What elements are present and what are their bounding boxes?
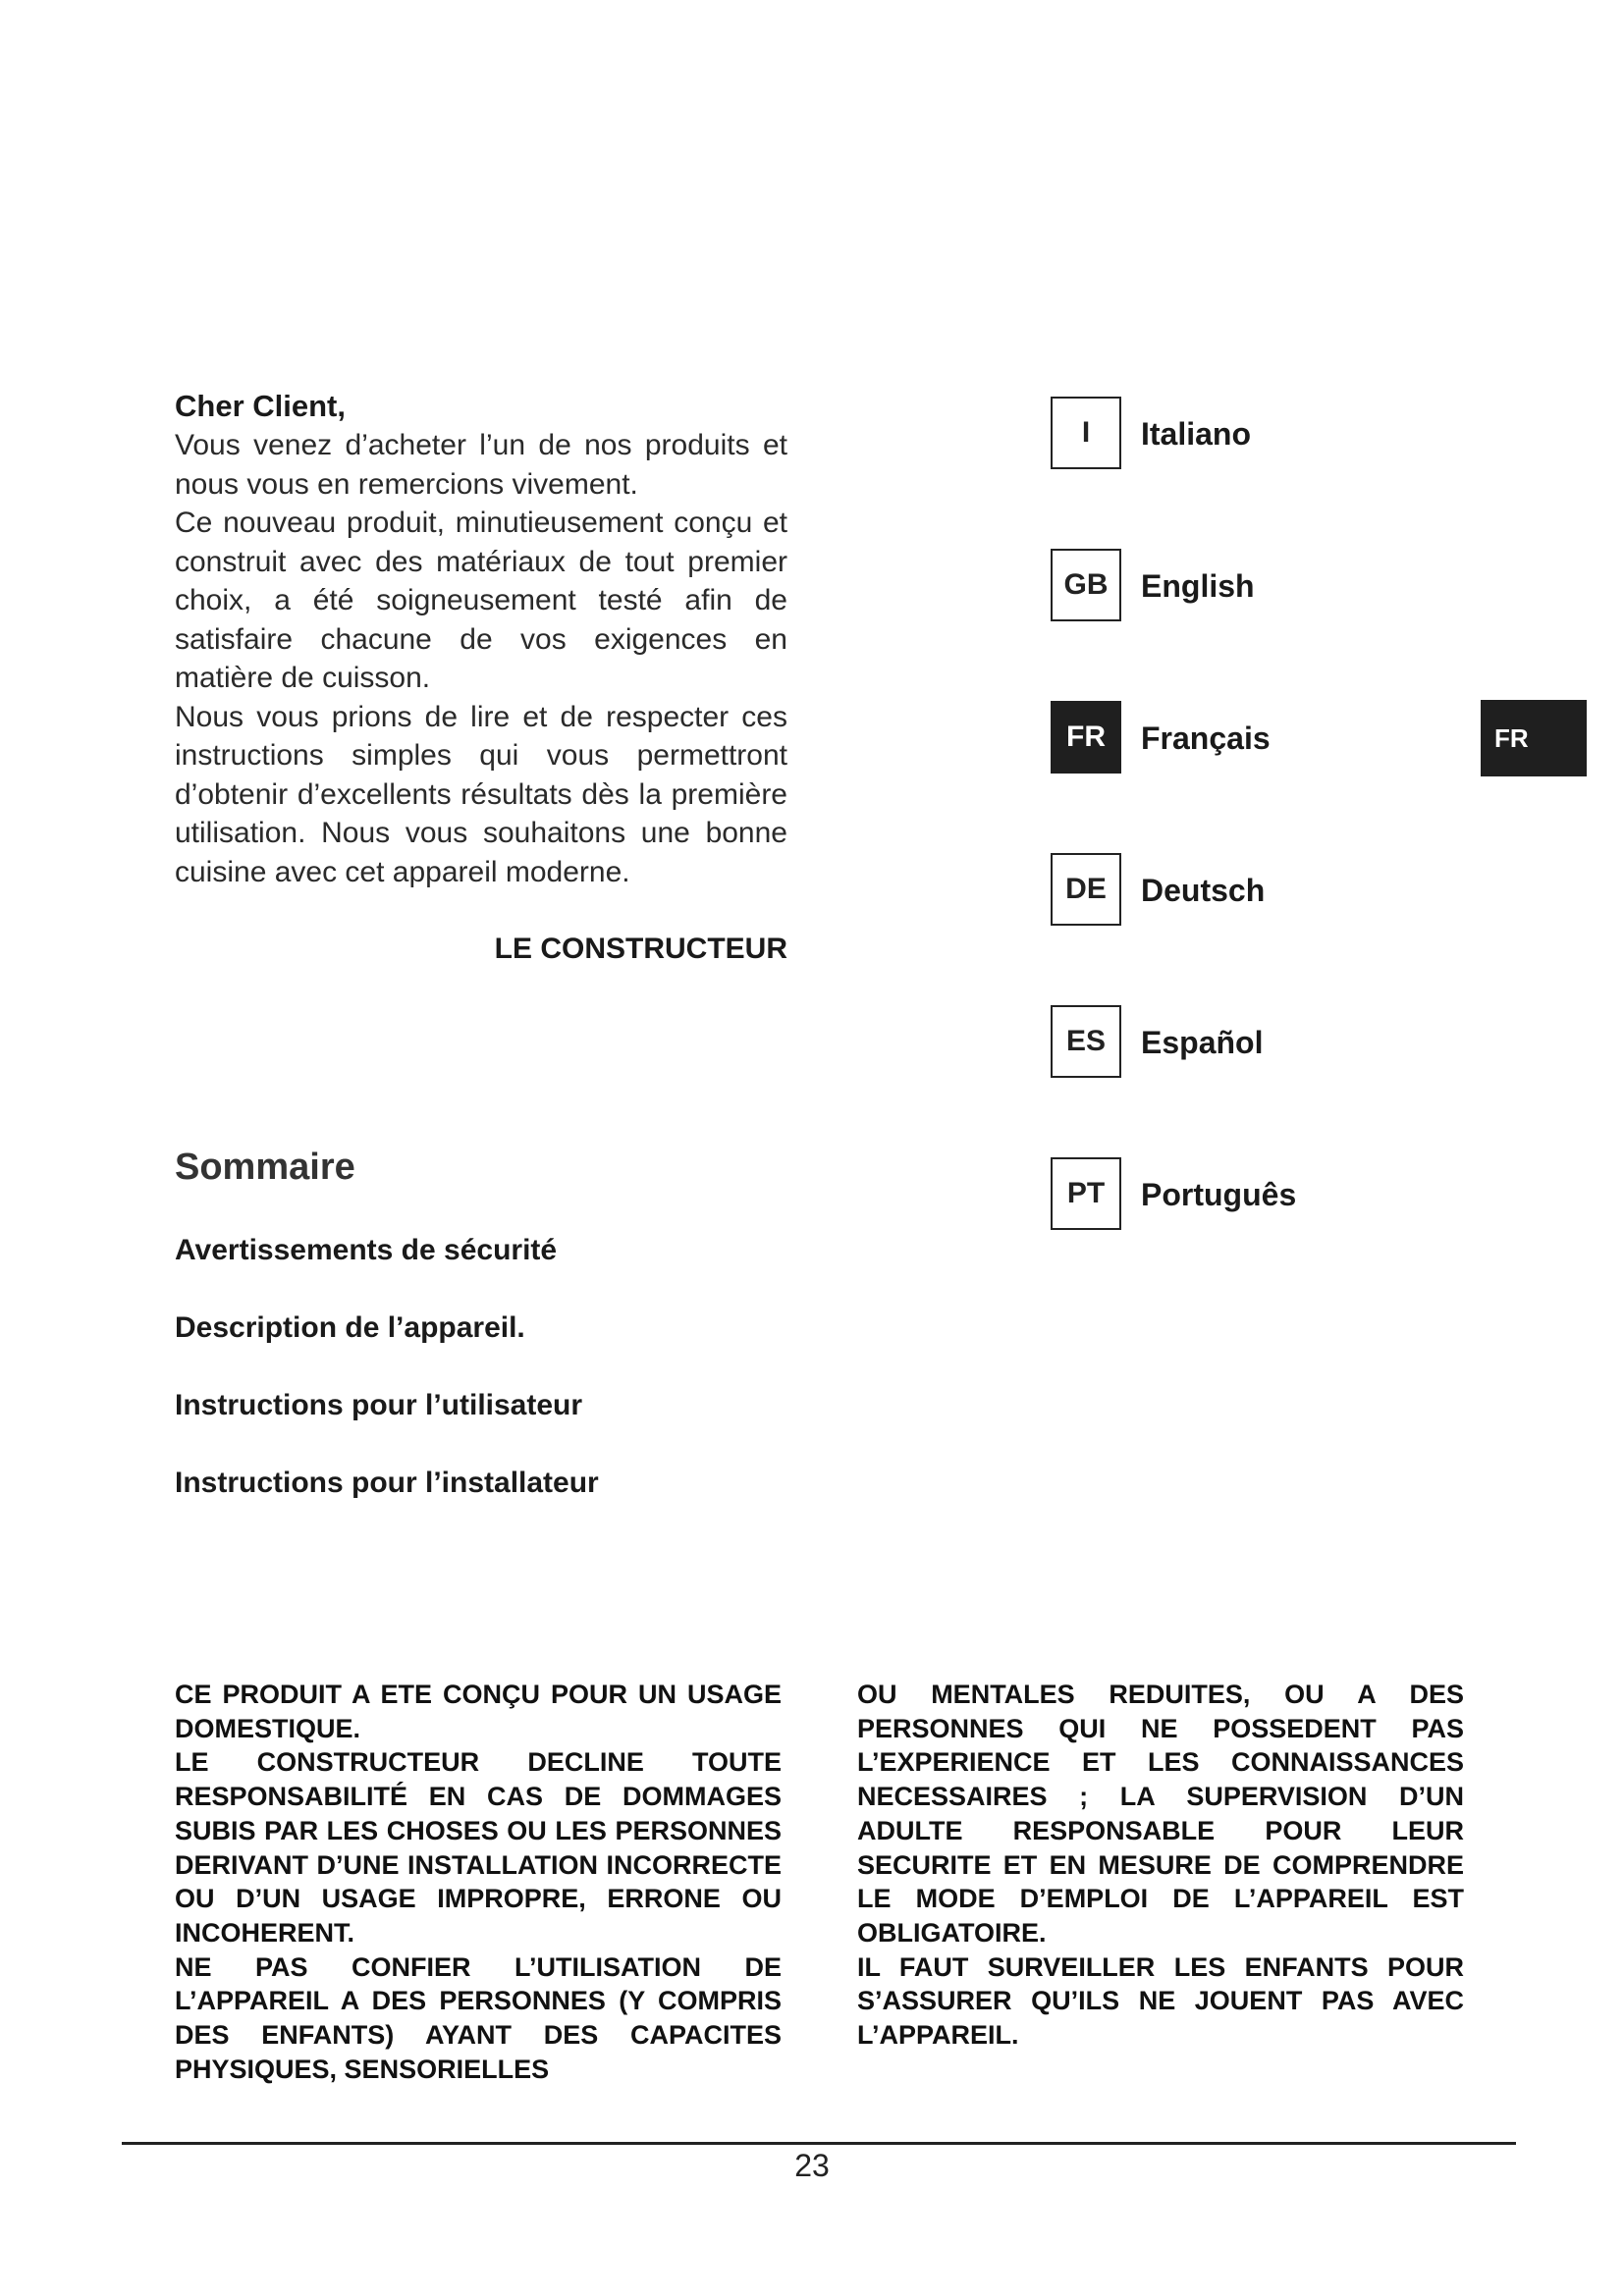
section-side-tab: FR xyxy=(1481,700,1587,776)
intro-paragraph: Nous vous prions de lire et de respecter ces instructions simples qui vous permettront d’obtenir d’excellents résultats dès la première utilisation. Nous vous souhaitons une bonne cuisine avec cet appareil moderne. xyxy=(175,700,787,888)
language-code-badge: FR xyxy=(1051,701,1121,774)
footer-divider xyxy=(122,2142,1516,2145)
page-number: 23 xyxy=(794,2148,830,2183)
language-code-badge: GB xyxy=(1051,549,1121,621)
language-name: Deutsch xyxy=(1141,873,1266,908)
language-code-badge: PT xyxy=(1051,1157,1121,1230)
toc-item-installer-instructions: Instructions pour l’installateur xyxy=(175,1467,599,1499)
language-name: Español xyxy=(1141,1025,1264,1060)
language-name: Français xyxy=(1141,721,1271,756)
warning-paragraph: OU MENTALES REDUITES, OU A DES PERSONNES QUI NE POSSEDENT PAS L’EXPERIENCE ET LES CONNAISSANCES NECESSAIRES ; LA SUPERVISION D’UN ADULTE RESPONSABLE POUR LEUR SECURITE ET EN MESURE DE COMPRENDRE LE MODE D’EMPLOI DE L’APPAREIL EST OBLIGATOIRE. xyxy=(857,1680,1464,1948)
language-name: Italiano xyxy=(1141,416,1252,452)
language-name: English xyxy=(1141,568,1255,604)
warning-paragraph: LE CONSTRUCTEUR DECLINE TOUTE RESPONSABILITÉ EN CAS DE DOMMAGES SUBIS PAR LES CHOSES OU LES PERSONNES DERIVANT D’UNE INSTALLATION INCORRECTE OU D’UN USAGE IMPROPRE, ERRONE OU INCOHERENT. xyxy=(175,1747,782,1948)
language-code-badge: ES xyxy=(1051,1005,1121,1078)
warning-paragraph: IL FAUT SURVEILLER LES ENFANTS POUR S’ASSURER QU’ILS NE JOUENT PAS AVEC L’APPAREIL. xyxy=(857,1951,1464,2051)
warning-column-right xyxy=(857,1678,1464,2053)
intro-paragraph: Ce nouveau produit, minutieusement conçu et construit avec des matériaux de tout premier choix, a été soigneusement testé afin de satisfaire chacune de vos exigences en matière de cuisson. xyxy=(175,507,787,694)
warning-paragraph: CE PRODUIT A ETE CONÇU POUR UN USAGE DOMESTIQUE. xyxy=(175,1680,782,1743)
table-of-contents xyxy=(175,1231,599,1541)
language-code-badge: DE xyxy=(1051,853,1121,926)
warning-column-left xyxy=(175,1678,782,2086)
language-name: Português xyxy=(1141,1177,1297,1212)
language-code-badge: I xyxy=(1051,397,1121,469)
warning-paragraph: NE PAS CONFIER L’UTILISATION DE L’APPAREIL A DES PERSONNES (Y COMPRIS DES ENFANTS) AYANT DES CAPACITES PHYSIQUES, SENSORIELLES xyxy=(175,1951,782,2084)
intro-paragraph: Vous venez d’acheter l’un de nos produits et nous vous en remercions vivement. xyxy=(175,429,787,501)
intro-signature: LE CONSTRUCTEUR xyxy=(494,933,787,965)
toc-item-user-instructions: Instructions pour l’utilisateur xyxy=(175,1389,583,1421)
sommaire-title: Sommaire xyxy=(175,1147,355,1188)
intro-letter xyxy=(175,387,787,966)
toc-item-description: Description de l’appareil. xyxy=(175,1311,525,1344)
toc-item-safety: Avertissements de sécurité xyxy=(175,1234,558,1266)
intro-greeting: Cher Client, xyxy=(175,389,346,423)
